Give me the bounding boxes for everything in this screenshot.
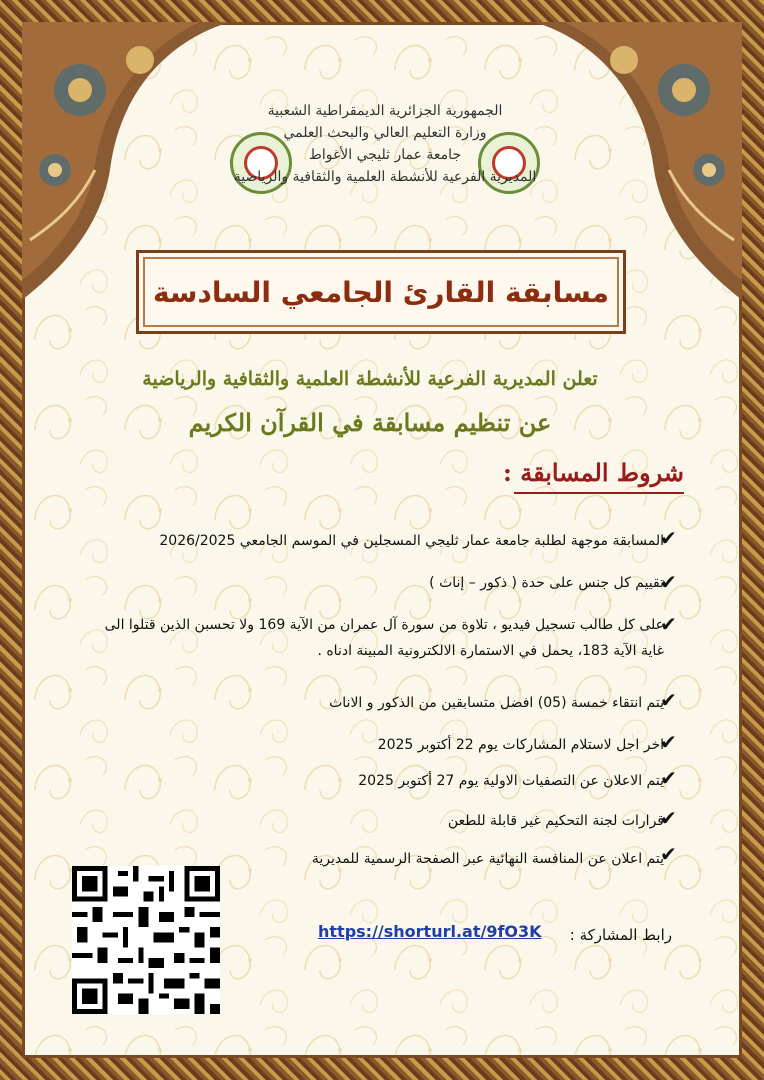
- condition-item: على كل طالب تسجيل فيديو ، تلاوة من سورة آل عمران من الآية 169 ولا تحسبن الذين قتلوا الى غاية الآية 183، يحمل في الاستمارة الالكترونية المبينة ادناه .: [104, 617, 664, 659]
- qr-code[interactable]: [72, 866, 220, 1014]
- conditions-heading: شروط المسابقة :: [503, 458, 684, 487]
- university-name: جامعة عمار ثليجي الأغواط: [308, 147, 462, 163]
- title-banner: [136, 250, 626, 334]
- official-header: [220, 100, 550, 188]
- ministry-name: وزارة التعليم العالي والبحث العلمي: [283, 125, 487, 141]
- condition-item: تقييم كل جنس على حدة ( ذكور – إناث ): [429, 575, 664, 591]
- checkmark-icon: ✔: [660, 842, 677, 866]
- checkmark-icon: ✔: [660, 730, 677, 754]
- directorate-name: المديرية الفرعية للأنشطة العلمية والثقافية والرياضية: [233, 169, 537, 185]
- checkmark-icon: ✔: [660, 766, 677, 790]
- republic-name: الجمهورية الجزائرية الديمقراطية الشعبية: [267, 103, 503, 119]
- condition-item: يتم انتقاء خمسة (05) افضل متسابقين من الذكور و الاناث: [329, 695, 664, 711]
- announcement-line-1: تعلن المديرية الفرعية للأنشطة العلمية والثقافية والرياضية: [142, 368, 598, 390]
- checkmark-icon: ✔: [660, 526, 677, 550]
- condition-item: المسابقة موجهة لطلبة جامعة عمار ثليجي المسجلين في الموسم الجامعي 2026/2025: [159, 533, 664, 549]
- announcement-line-2: عن تنظيم مسابقة في القرآن الكريم: [188, 408, 552, 437]
- condition-item: يتم الاعلان عن التصفيات الاولية يوم 27 أكتوبر 2025: [358, 773, 664, 789]
- checkmark-icon: ✔: [660, 612, 677, 636]
- checkmark-icon: ✔: [660, 688, 677, 712]
- checkmark-icon: ✔: [660, 570, 677, 594]
- condition-item: اخر اجل لاستلام المشاركات يوم 22 أكتوبر 2025: [377, 737, 664, 753]
- conditions-heading-underline: [514, 492, 684, 494]
- condition-item: قرارات لجنة التحكيم غير قابلة للطعن: [447, 813, 664, 829]
- participation-link[interactable]: https://shorturl.at/9fO3K: [318, 922, 542, 941]
- participation-label: رابط المشاركة :: [569, 926, 672, 944]
- checkmark-icon: ✔: [660, 806, 677, 830]
- competition-title: مسابقة القارئ الجامعي السادسة: [152, 275, 610, 309]
- condition-item: يتم اعلان عن المنافسة النهائية عبر الصفحة الرسمية للمديرية: [311, 851, 664, 867]
